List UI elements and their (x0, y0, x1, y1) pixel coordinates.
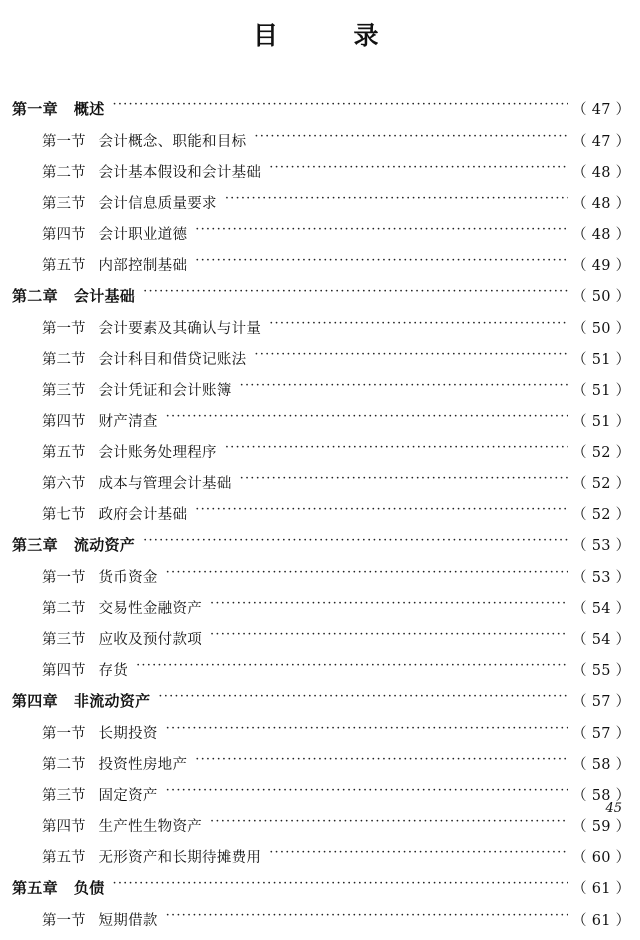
chapter-number: 第五章 (12, 879, 58, 897)
section-number: 第三节 (42, 788, 86, 804)
section-title: 成本与管理会计基础 (98, 476, 232, 492)
toc-entry-label (12, 659, 128, 680)
section-number: 第一节 (42, 913, 86, 929)
toc-page-number: （ 58 ） (572, 788, 631, 804)
toc-page-number: （ 54 ） (572, 601, 631, 617)
toc-page-number: （ 55 ） (572, 663, 631, 679)
toc-page-number: （ 51 ） (572, 383, 631, 399)
toc-entry-label (12, 690, 150, 711)
toc-section-row[interactable] (12, 909, 631, 940)
toc-section-row[interactable] (12, 317, 631, 348)
toc-section-row[interactable] (12, 846, 631, 877)
dot-leader (166, 909, 568, 925)
toc-entry-label (12, 534, 135, 555)
toc-entry-label (12, 846, 261, 867)
toc-section-row[interactable] (12, 566, 631, 597)
section-number: 第四节 (42, 819, 86, 835)
section-number: 第五节 (42, 850, 86, 866)
chapter-title: 流动资产 (73, 536, 136, 554)
toc-section-row[interactable] (12, 379, 631, 410)
toc-section-row[interactable] (12, 628, 631, 659)
section-number: 第七节 (42, 507, 86, 523)
toc-section-row[interactable] (12, 410, 631, 441)
dot-leader (225, 192, 568, 208)
section-number: 第二节 (42, 601, 86, 617)
toc-entry-label (12, 317, 261, 338)
section-number: 第五节 (42, 258, 86, 274)
section-title: 会计账务处理程序 (98, 445, 217, 461)
toc-chapter-row[interactable] (12, 534, 631, 566)
dot-leader (113, 98, 568, 114)
dot-leader (195, 223, 568, 239)
dot-leader (254, 348, 568, 364)
toc-section-row[interactable] (12, 815, 631, 846)
toc-page-number: （ 47 ） (572, 102, 631, 118)
toc-section-row[interactable] (12, 254, 631, 285)
section-title: 短期借款 (98, 913, 158, 929)
toc-entry-label (12, 130, 246, 151)
toc-entry-label (12, 753, 187, 774)
section-number: 第三节 (42, 632, 86, 648)
toc-entry-label (12, 472, 232, 493)
section-title: 会计基本假设和会计基础 (98, 165, 262, 181)
toc-entry-label (12, 815, 202, 836)
toc-section-row[interactable] (12, 659, 631, 690)
toc-entry-label (12, 628, 202, 649)
toc-page-number: （ 58 ） (572, 757, 631, 773)
dot-leader (195, 254, 568, 270)
toc-entry-label (12, 909, 158, 930)
toc-page-number: （ 53 ） (572, 570, 631, 586)
dot-leader (166, 410, 568, 426)
toc-page-number: （ 48 ） (572, 165, 631, 181)
page-number: 45 (605, 801, 622, 816)
section-title: 会计概念、职能和目标 (98, 134, 247, 150)
toc-page-number: （ 60 ） (572, 850, 631, 866)
section-title: 政府会计基础 (98, 507, 188, 523)
section-title: 会计科目和借贷记账法 (98, 352, 247, 368)
toc-entry-label (12, 722, 158, 743)
toc-page-number: （ 50 ） (572, 289, 631, 305)
dot-leader (240, 472, 568, 488)
chapter-title: 非流动资产 (73, 692, 151, 710)
section-title: 内部控制基础 (98, 258, 188, 274)
table-of-contents (0, 98, 640, 940)
dot-leader (113, 877, 568, 893)
section-number: 第六节 (42, 476, 86, 492)
dot-leader (254, 130, 568, 146)
toc-page-number: （ 54 ） (572, 632, 631, 648)
toc-section-row[interactable] (12, 784, 631, 815)
toc-entry-label (12, 784, 158, 805)
toc-page-number: （ 51 ） (572, 352, 631, 368)
dot-leader (195, 753, 568, 769)
dot-leader (158, 690, 568, 706)
section-number: 第四节 (42, 227, 86, 243)
toc-page-number: （ 61 ） (572, 913, 631, 929)
section-number: 第四节 (42, 663, 86, 679)
toc-entry-label (12, 161, 261, 182)
toc-section-row[interactable] (12, 753, 631, 784)
toc-chapter-row[interactable] (12, 285, 631, 317)
toc-entry-label (12, 192, 217, 213)
toc-page-number: （ 50 ） (572, 321, 631, 337)
toc-page-number: （ 52 ） (572, 507, 631, 523)
chapter-number: 第一章 (12, 100, 58, 118)
toc-page-number: （ 47 ） (572, 134, 631, 150)
section-number: 第一节 (42, 726, 86, 742)
toc-section-row[interactable] (12, 503, 631, 534)
section-number: 第五节 (42, 445, 86, 461)
dot-leader (240, 379, 568, 395)
toc-entry-label (12, 285, 135, 306)
chapter-title: 负债 (73, 879, 105, 897)
toc-section-row[interactable] (12, 192, 631, 223)
toc-entry-label (12, 441, 217, 462)
section-number: 第三节 (42, 196, 86, 212)
dot-leader (269, 161, 568, 177)
toc-chapter-row[interactable] (12, 877, 631, 909)
toc-chapter-row[interactable] (12, 98, 631, 130)
toc-page-number: （ 53 ） (572, 538, 631, 554)
dot-leader (136, 659, 568, 675)
toc-section-row[interactable] (12, 597, 631, 628)
toc-page-number: （ 52 ） (572, 476, 631, 492)
section-title: 存货 (98, 663, 129, 679)
toc-section-row[interactable] (12, 722, 631, 753)
chapter-number: 第三章 (12, 536, 58, 554)
toc-entry-label (12, 597, 202, 618)
dot-leader (143, 534, 568, 550)
section-title: 财产清查 (98, 414, 158, 430)
dot-leader (269, 317, 568, 333)
toc-page-number: （ 49 ） (572, 258, 631, 274)
dot-leader (210, 628, 568, 644)
dot-leader (195, 503, 568, 519)
chapter-title: 概述 (73, 100, 105, 118)
dot-leader (143, 285, 568, 301)
toc-page-number: （ 51 ） (572, 414, 631, 430)
toc-section-row[interactable] (12, 223, 631, 254)
section-number: 第二节 (42, 352, 86, 368)
section-title: 固定资产 (98, 788, 158, 804)
toc-entry-label (12, 254, 187, 275)
page-title: 目 录 (252, 21, 387, 50)
toc-section-row[interactable] (12, 161, 631, 192)
dot-leader (225, 441, 568, 457)
toc-page-number: （ 59 ） (572, 819, 631, 835)
section-number: 第一节 (42, 134, 86, 150)
toc-entry-label (12, 379, 232, 400)
toc-entry-label (12, 503, 187, 524)
dot-leader (210, 815, 568, 831)
section-number: 第二节 (42, 757, 86, 773)
dot-leader (166, 566, 568, 582)
toc-page-number: （ 48 ） (572, 196, 631, 212)
toc-entry-label (12, 566, 158, 587)
toc-entry-label (12, 410, 158, 431)
section-title: 投资性房地产 (98, 757, 188, 773)
section-title: 会计凭证和会计账簿 (98, 383, 232, 399)
section-number: 第三节 (42, 383, 86, 399)
toc-page-number: （ 48 ） (572, 227, 631, 243)
toc-page-number: （ 52 ） (572, 445, 631, 461)
section-number: 第一节 (42, 321, 86, 337)
section-title: 会计要素及其确认与计量 (98, 321, 262, 337)
section-title: 会计信息质量要求 (98, 196, 217, 212)
toc-page-number: （ 57 ） (572, 726, 631, 742)
section-title: 交易性金融资产 (98, 601, 203, 617)
toc-entry-label (12, 98, 105, 119)
dot-leader (210, 597, 568, 613)
toc-entry-label (12, 348, 246, 369)
section-title: 生产性生物资产 (98, 819, 203, 835)
toc-entry-label (12, 223, 187, 244)
toc-page-number: （ 57 ） (572, 694, 631, 710)
section-number: 第四节 (42, 414, 86, 430)
chapter-number: 第四章 (12, 692, 58, 710)
section-title: 无形资产和长期待摊费用 (98, 850, 262, 866)
chapter-number: 第二章 (12, 287, 58, 305)
section-title: 应收及预付款项 (98, 632, 203, 648)
section-number: 第二节 (42, 165, 86, 181)
toc-chapter-row[interactable] (12, 690, 631, 722)
toc-section-row[interactable] (12, 441, 631, 472)
toc-section-row[interactable] (12, 348, 631, 379)
toc-section-row[interactable] (12, 472, 631, 503)
section-number: 第一节 (42, 570, 86, 586)
dot-leader (166, 722, 568, 738)
chapter-title: 会计基础 (73, 287, 136, 305)
dot-leader (166, 784, 568, 800)
section-title: 长期投资 (98, 726, 158, 742)
section-title: 会计职业道德 (98, 227, 188, 243)
toc-section-row[interactable] (12, 130, 631, 161)
toc-page-number: （ 61 ） (572, 881, 631, 897)
section-title: 货币资金 (98, 570, 158, 586)
toc-entry-label (12, 877, 105, 898)
dot-leader (269, 846, 568, 862)
